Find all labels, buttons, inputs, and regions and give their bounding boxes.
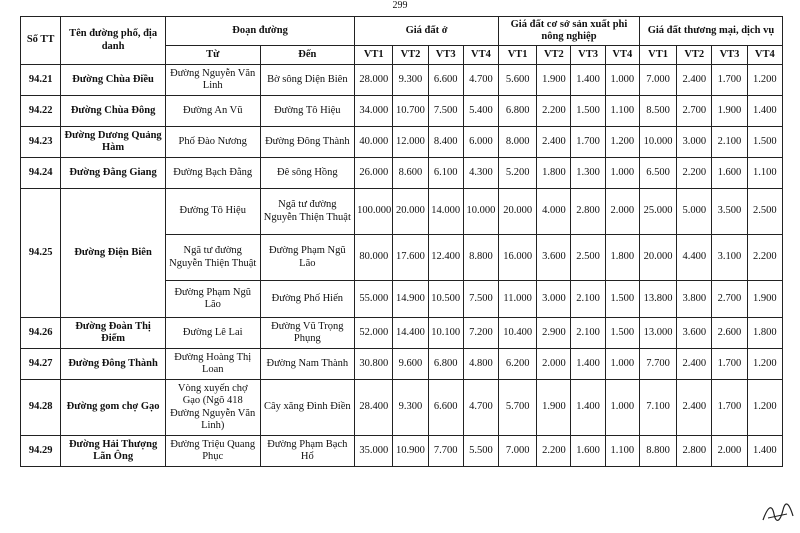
price-cell: 2.800 xyxy=(571,189,605,235)
header-vt: VT1 xyxy=(639,46,676,65)
price-cell: 1.800 xyxy=(537,158,571,189)
header-vt: VT4 xyxy=(605,46,639,65)
row-stt: 94.26 xyxy=(21,318,61,349)
price-cell: 1.900 xyxy=(537,380,571,436)
price-cell: 11.000 xyxy=(499,281,537,318)
price-cell: 2.400 xyxy=(677,349,712,380)
price-cell: 13.800 xyxy=(639,281,676,318)
price-cell: 25.000 xyxy=(639,189,676,235)
row-street-name: Đường gom chợ Gạo xyxy=(61,380,166,436)
price-cell: 1.000 xyxy=(605,65,639,96)
row-from: Đường Lê Lai xyxy=(165,318,260,349)
land-price-table xyxy=(20,16,783,467)
price-cell: 4.300 xyxy=(463,158,498,189)
table-row xyxy=(21,189,783,235)
price-cell: 1.000 xyxy=(605,349,639,380)
price-cell: 1.400 xyxy=(571,380,605,436)
row-stt: 94.27 xyxy=(21,349,61,380)
header-vt: VT4 xyxy=(463,46,498,65)
row-to: Đường Nam Thành xyxy=(260,349,355,380)
price-cell: 4.800 xyxy=(463,349,498,380)
price-cell: 12.400 xyxy=(428,235,463,281)
table-row xyxy=(21,158,783,189)
price-cell: 9.600 xyxy=(393,349,428,380)
price-cell: 7.700 xyxy=(639,349,676,380)
price-cell: 8.400 xyxy=(428,127,463,158)
row-to: Ngã tư đường Nguyễn Thiện Thuật xyxy=(260,189,355,235)
row-from: Vòng xuyến chợ Gạo (Ngõ 418 Đường Nguyễn Văn Linh) xyxy=(165,380,260,436)
row-street-name: Đường Đông Thành xyxy=(61,349,166,380)
price-cell: 1.200 xyxy=(747,349,782,380)
price-cell: 17.600 xyxy=(393,235,428,281)
price-cell: 2.000 xyxy=(712,436,747,467)
table-row xyxy=(21,349,783,380)
price-cell: 5.700 xyxy=(499,380,537,436)
table-row xyxy=(21,380,783,436)
price-cell: 30.800 xyxy=(355,349,393,380)
price-cell: 1.800 xyxy=(747,318,782,349)
price-cell: 2.200 xyxy=(677,158,712,189)
price-cell: 5.000 xyxy=(677,189,712,235)
price-cell: 3.000 xyxy=(537,281,571,318)
row-to: Đường Đông Thành xyxy=(260,127,355,158)
table-row xyxy=(21,318,783,349)
row-street-name: Đường Chùa Điều xyxy=(61,65,166,96)
price-cell: 6.800 xyxy=(428,349,463,380)
price-cell: 3.000 xyxy=(677,127,712,158)
row-to: Đường Phố Hiến xyxy=(260,281,355,318)
price-cell: 10.500 xyxy=(428,281,463,318)
price-cell: 1.900 xyxy=(747,281,782,318)
price-cell: 3.800 xyxy=(677,281,712,318)
price-cell: 40.000 xyxy=(355,127,393,158)
header-vt: VT4 xyxy=(747,46,782,65)
price-cell: 2.200 xyxy=(537,436,571,467)
price-cell: 10.700 xyxy=(393,96,428,127)
price-cell: 1.500 xyxy=(605,318,639,349)
price-cell: 7.000 xyxy=(639,65,676,96)
row-from: Đường Tô Hiệu xyxy=(165,189,260,235)
price-cell: 4.700 xyxy=(463,380,498,436)
table-row xyxy=(21,96,783,127)
header-street-name: Tên đường phố, địa danh xyxy=(61,17,166,65)
price-cell: 100.000 xyxy=(355,189,393,235)
price-cell: 6.000 xyxy=(463,127,498,158)
price-cell: 1.200 xyxy=(605,127,639,158)
price-cell: 4.700 xyxy=(463,65,498,96)
price-cell: 1.100 xyxy=(747,158,782,189)
price-cell: 2.200 xyxy=(747,235,782,281)
row-stt: 94.22 xyxy=(21,96,61,127)
header-to: Đến xyxy=(260,46,355,65)
price-cell: 5.600 xyxy=(499,65,537,96)
price-cell: 13.000 xyxy=(639,318,676,349)
price-cell: 1.700 xyxy=(571,127,605,158)
row-from: Đường Triệu Quang Phục xyxy=(165,436,260,467)
price-cell: 1.500 xyxy=(747,127,782,158)
price-cell: 2.200 xyxy=(537,96,571,127)
header-vt: VT1 xyxy=(355,46,393,65)
price-cell: 80.000 xyxy=(355,235,393,281)
header-production: Giá đất cơ sở sản xuất phi nông nghiệp xyxy=(499,17,640,46)
row-street-name: Đường Hải Thượng Lãn Ông xyxy=(61,436,166,467)
row-to: Đường Phạm Bạch Hổ xyxy=(260,436,355,467)
price-cell: 4.400 xyxy=(677,235,712,281)
row-from: Đường Hoàng Thị Loan xyxy=(165,349,260,380)
price-cell: 7.500 xyxy=(463,281,498,318)
price-cell: 9.300 xyxy=(393,65,428,96)
price-cell: 8.600 xyxy=(393,158,428,189)
row-to: Đường Vũ Trọng Phụng xyxy=(260,318,355,349)
price-cell: 55.000 xyxy=(355,281,393,318)
price-cell: 1.800 xyxy=(605,235,639,281)
row-stt: 94.28 xyxy=(21,380,61,436)
row-from: Phố Đào Nương xyxy=(165,127,260,158)
price-cell: 3.600 xyxy=(537,235,571,281)
price-cell: 52.000 xyxy=(355,318,393,349)
price-cell: 28.000 xyxy=(355,65,393,96)
price-cell: 1.700 xyxy=(712,380,747,436)
price-cell: 1.400 xyxy=(571,65,605,96)
row-street-name: Đường Đằng Giang xyxy=(61,158,166,189)
header-vt: VT3 xyxy=(428,46,463,65)
price-cell: 1.400 xyxy=(747,436,782,467)
price-cell: 7.000 xyxy=(499,436,537,467)
price-cell: 3.100 xyxy=(712,235,747,281)
price-cell: 2.600 xyxy=(712,318,747,349)
price-cell: 10.400 xyxy=(499,318,537,349)
price-cell: 1.400 xyxy=(571,349,605,380)
price-cell: 2.400 xyxy=(677,380,712,436)
row-stt: 94.29 xyxy=(21,436,61,467)
price-cell: 8.800 xyxy=(463,235,498,281)
price-cell: 2.700 xyxy=(677,96,712,127)
price-cell: 6.600 xyxy=(428,380,463,436)
price-cell: 7.500 xyxy=(428,96,463,127)
price-cell: 3.600 xyxy=(677,318,712,349)
price-cell: 8.800 xyxy=(639,436,676,467)
header-stt: Số TT xyxy=(21,17,61,65)
price-cell: 8.500 xyxy=(639,96,676,127)
price-cell: 5.400 xyxy=(463,96,498,127)
page-number: 299 xyxy=(392,0,408,11)
price-cell: 10.000 xyxy=(463,189,498,235)
price-cell: 2.700 xyxy=(712,281,747,318)
table-row xyxy=(21,436,783,467)
header-vt: VT2 xyxy=(537,46,571,65)
row-from: Ngã tư đường Nguyễn Thiện Thuật xyxy=(165,235,260,281)
price-cell: 1.400 xyxy=(747,96,782,127)
price-cell: 1.100 xyxy=(605,96,639,127)
price-cell: 6.200 xyxy=(499,349,537,380)
price-cell: 1.000 xyxy=(605,158,639,189)
price-cell: 1.500 xyxy=(605,281,639,318)
row-stt: 94.23 xyxy=(21,127,61,158)
price-cell: 1.900 xyxy=(712,96,747,127)
price-cell: 1.700 xyxy=(712,349,747,380)
header-vt: VT2 xyxy=(393,46,428,65)
price-cell: 10.100 xyxy=(428,318,463,349)
header-from: Từ xyxy=(165,46,260,65)
price-cell: 34.000 xyxy=(355,96,393,127)
row-from: Đường Nguyễn Văn Linh xyxy=(165,65,260,96)
price-cell: 2.800 xyxy=(677,436,712,467)
price-cell: 28.400 xyxy=(355,380,393,436)
price-cell: 14.400 xyxy=(393,318,428,349)
row-from: Đường Phạm Ngũ Lão xyxy=(165,281,260,318)
price-cell: 26.000 xyxy=(355,158,393,189)
row-street-name: Đường Dương Quảng Hàm xyxy=(61,127,166,158)
price-cell: 1.900 xyxy=(537,65,571,96)
price-cell: 6.500 xyxy=(639,158,676,189)
price-cell: 16.000 xyxy=(499,235,537,281)
price-cell: 2.900 xyxy=(537,318,571,349)
price-cell: 14.900 xyxy=(393,281,428,318)
price-cell: 2.100 xyxy=(571,318,605,349)
price-cell: 3.500 xyxy=(712,189,747,235)
signature-mark xyxy=(760,500,796,526)
price-cell: 1.200 xyxy=(747,65,782,96)
price-cell: 7.700 xyxy=(428,436,463,467)
price-cell: 2.100 xyxy=(571,281,605,318)
header-vt: VT1 xyxy=(499,46,537,65)
price-cell: 9.300 xyxy=(393,380,428,436)
table-row xyxy=(21,65,783,96)
price-cell: 1.700 xyxy=(712,65,747,96)
price-cell: 1.600 xyxy=(712,158,747,189)
header-vt: VT3 xyxy=(712,46,747,65)
row-to: Đường Phạm Ngũ Lão xyxy=(260,235,355,281)
price-cell: 6.800 xyxy=(499,96,537,127)
header-vt: VT3 xyxy=(571,46,605,65)
price-cell: 1.200 xyxy=(747,380,782,436)
price-cell: 1.600 xyxy=(571,436,605,467)
price-cell: 20.000 xyxy=(393,189,428,235)
price-cell: 8.000 xyxy=(499,127,537,158)
price-cell: 20.000 xyxy=(499,189,537,235)
row-stt: 94.24 xyxy=(21,158,61,189)
price-cell: 2.500 xyxy=(747,189,782,235)
price-cell: 6.600 xyxy=(428,65,463,96)
row-to: Đường Tô Hiệu xyxy=(260,96,355,127)
header-vt: VT2 xyxy=(677,46,712,65)
row-to: Bờ sông Diện Biên xyxy=(260,65,355,96)
price-cell: 10.900 xyxy=(393,436,428,467)
row-stt: 94.21 xyxy=(21,65,61,96)
price-cell: 2.400 xyxy=(537,127,571,158)
price-cell: 6.100 xyxy=(428,158,463,189)
price-cell: 12.000 xyxy=(393,127,428,158)
row-to: Đê sông Hồng xyxy=(260,158,355,189)
price-cell: 10.000 xyxy=(639,127,676,158)
price-cell: 5.500 xyxy=(463,436,498,467)
row-from: Đường Bạch Đằng xyxy=(165,158,260,189)
row-stt: 94.25 xyxy=(21,189,61,318)
price-cell: 14.000 xyxy=(428,189,463,235)
price-cell: 1.000 xyxy=(605,380,639,436)
header-segment: Đoạn đường xyxy=(165,17,354,46)
price-cell: 2.400 xyxy=(677,65,712,96)
header-commercial: Giá đất thương mại, dịch vụ xyxy=(639,17,782,46)
price-cell: 2.000 xyxy=(605,189,639,235)
price-cell: 7.200 xyxy=(463,318,498,349)
price-cell: 4.000 xyxy=(537,189,571,235)
price-cell: 2.500 xyxy=(571,235,605,281)
row-from: Đường An Vũ xyxy=(165,96,260,127)
price-cell: 1.300 xyxy=(571,158,605,189)
row-street-name: Đường Chùa Đông xyxy=(61,96,166,127)
row-to: Cây xăng Đình Điền xyxy=(260,380,355,436)
price-cell: 1.500 xyxy=(571,96,605,127)
row-street-name: Đường Đoàn Thị Điểm xyxy=(61,318,166,349)
header-residential: Giá đất ở xyxy=(355,17,499,46)
price-cell: 2.000 xyxy=(537,349,571,380)
price-cell: 20.000 xyxy=(639,235,676,281)
price-cell: 7.100 xyxy=(639,380,676,436)
row-street-name: Đường Điện Biên xyxy=(61,189,166,318)
table-row xyxy=(21,127,783,158)
price-cell: 1.100 xyxy=(605,436,639,467)
price-cell: 5.200 xyxy=(499,158,537,189)
price-cell: 35.000 xyxy=(355,436,393,467)
price-cell: 2.100 xyxy=(712,127,747,158)
